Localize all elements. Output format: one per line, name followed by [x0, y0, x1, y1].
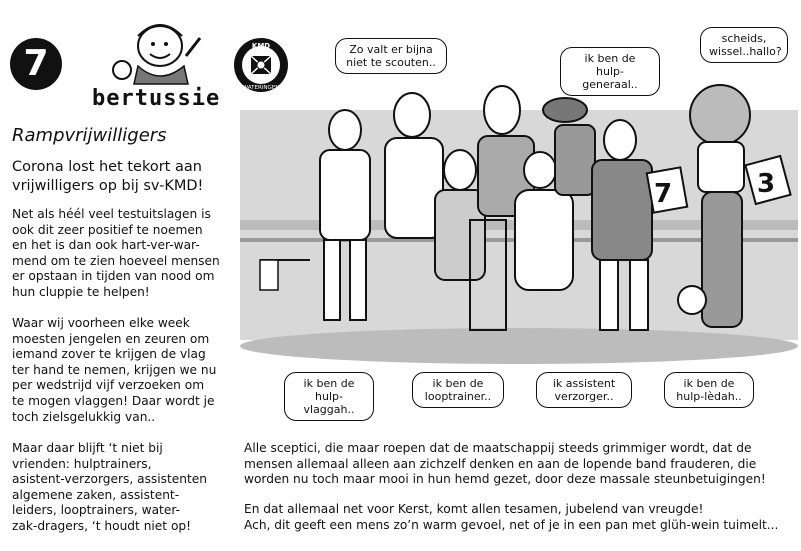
- article-title: Rampvrijwilligers: [12, 125, 167, 146]
- paragraph-2: Waar wij voorheen elke week moesten jengelen en zeuren om iemand zover te krijgen de vlag ter hand te nemen, krijgen we nu per wedstrijd vijf verzoeken om te mogen vlaggen! Daar wordt je toch zielsgelukkig van..: [12, 316, 217, 424]
- cartoon-scene: [240, 70, 798, 366]
- sign-right-number: 3: [756, 169, 776, 199]
- svg-text:KMD: KMD: [251, 42, 271, 50]
- speech-bubble-runner: ik ben de looptrainer..: [412, 372, 504, 408]
- speech-bubble-lady: ik ben de hulp-lèdah..: [664, 372, 754, 408]
- svg-text:WATERINGEN: WATERINGEN: [242, 85, 280, 91]
- brand-name: bertussie: [92, 86, 221, 111]
- mascot-illustration: [108, 16, 208, 86]
- episode-number-badge: 7: [10, 38, 62, 90]
- paragraph-3: Maar daar blijft ‘t niet bij vrienden: hulptrainers, asistent-verzorgers, assistenten algemene zaken, assistent- leiders, looptrainers, water- zak-dragers, ‘t houdt niet op!: [12, 441, 208, 533]
- paragraph-1: Net als héél veel testuitslagen is ook dit zeer positief te noemen en het is dan ook hart-ver-war- mend om te zien hoeveel mensen er opstaan in tijden van nood om hun cluppie te helpen!: [12, 207, 220, 299]
- speech-bubble-carer: ik assistent verzorger..: [536, 372, 632, 408]
- bottom-paragraph-1: Alle sceptici, die maar roepen dat de maatschappij steeds grimmiger wordt, dat de mensen allemaal alleen aan zichzelf denken en aan de lopende band frauderen, die worden nu toch maar mooi in hun hemd gezet, door deze massale steunbetuigingen!: [244, 441, 766, 487]
- speech-bubble-scout: Zo valt er bijna niet te scouten..: [335, 38, 447, 74]
- bottom-paragraph-2: En dat allemaal net voor Kerst, komt allen tesamen, jubelend van vreugde! Ach, dit geeft een mens zo’n warm gevoel, net of je in een pan met glüh-wein tuimelt...: [244, 502, 779, 532]
- speech-bubble-general: ik ben de hulp-generaal..: [560, 47, 660, 96]
- article-subtitle: Corona lost het tekort aan vrijwilligers op bij sv-KMD!: [12, 159, 204, 194]
- sign-left-number: 7: [653, 179, 673, 209]
- speech-bubble-referee: scheids, wissel..hallo?: [700, 27, 788, 63]
- speech-bubble-flag: ik ben de hulp-vlaggah..: [284, 372, 374, 421]
